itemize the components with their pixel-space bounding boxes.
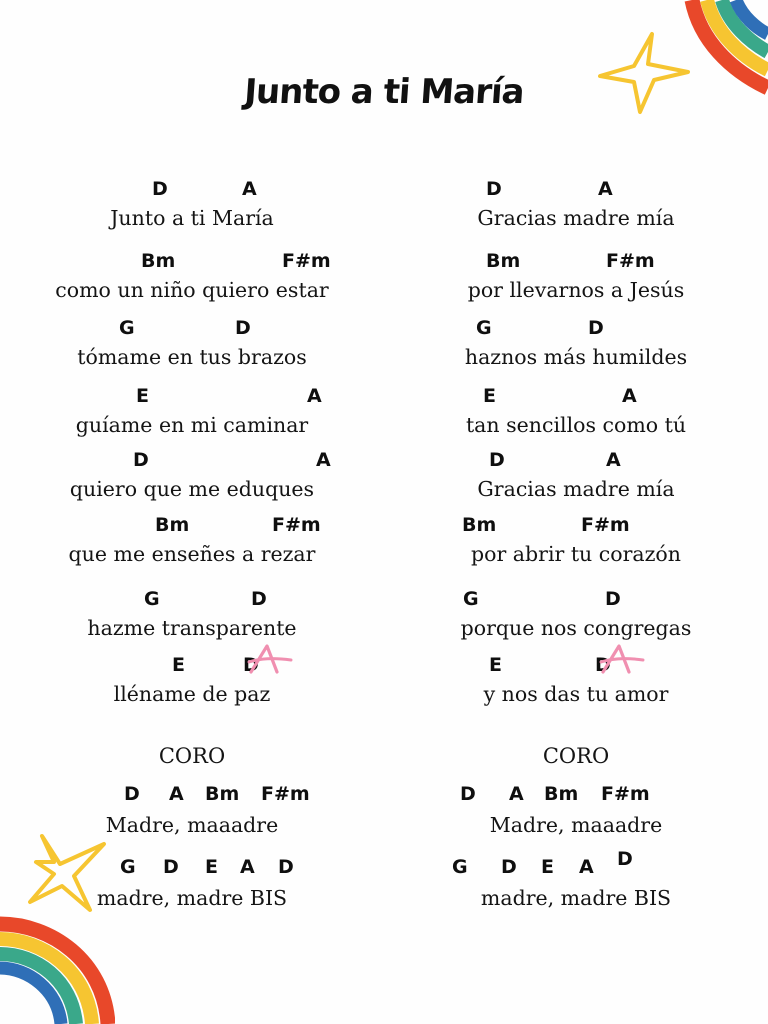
chord-label: A (598, 178, 613, 200)
chord-label: E (541, 856, 554, 878)
chord-label: D (605, 588, 621, 610)
chord-label: D (489, 449, 505, 471)
chord-label: A (622, 385, 637, 407)
chord-label: G (452, 856, 468, 878)
chorus-label: CORO (158, 744, 226, 768)
lyric-line: porque nos congregas (460, 616, 692, 640)
chord-label: D (595, 654, 611, 676)
chord-label: A (307, 385, 322, 407)
chord-label: D (243, 654, 259, 676)
chord-label: D (501, 856, 517, 878)
chord-label: E (172, 654, 185, 676)
chord-label: G (463, 588, 479, 610)
handwritten-correction-mark (599, 642, 645, 678)
chord-label: D (133, 449, 149, 471)
chord-label: Bm (205, 783, 240, 805)
chord-label: Bm (155, 514, 190, 536)
lyric-line: quiero que me eduques (69, 477, 315, 501)
lyric-line: lléname de paz (113, 682, 271, 706)
lyric-line: por llevarnos a Jesús (467, 278, 685, 302)
lyric-line: Madre, maaadre (489, 813, 663, 837)
chord-label: Bm (544, 783, 579, 805)
lyric-line: como un niño quiero estar (55, 278, 329, 302)
chord-label: E (136, 385, 149, 407)
chord-label: A (579, 856, 594, 878)
chord-label: D (251, 588, 267, 610)
chorus-label: CORO (542, 744, 610, 768)
lyric-line: madre, madre BIS (96, 886, 288, 910)
lyric-line: guíame en mi caminar (75, 413, 309, 437)
chord-label: E (205, 856, 218, 878)
chord-label: F#m (606, 250, 655, 272)
lyric-line: Madre, maaadre (105, 813, 279, 837)
lyric-line: haznos más humildes (464, 345, 688, 369)
chord-label: A (316, 449, 331, 471)
chord-label: E (489, 654, 502, 676)
chord-label: G (119, 317, 135, 339)
lyric-line: tómame en tus brazos (77, 345, 307, 369)
lyric-line: que me enseñes a rezar (68, 542, 316, 566)
chord-label: D (588, 317, 604, 339)
chord-label: F#m (581, 514, 630, 536)
chord-label: D (163, 856, 179, 878)
chord-label: F#m (261, 783, 310, 805)
chord-label: A (606, 449, 621, 471)
chord-label: D (278, 856, 294, 878)
chord-label: G (476, 317, 492, 339)
chord-label: A (169, 783, 184, 805)
chord-label: D (152, 178, 168, 200)
chord-label: Bm (486, 250, 521, 272)
lyric-line: Junto a ti María (110, 206, 274, 230)
chord-label: F#m (282, 250, 331, 272)
chord-label: Bm (462, 514, 497, 536)
column-right (384, 0, 768, 1024)
chord-label: D (617, 848, 633, 870)
chord-label: A (509, 783, 524, 805)
lyric-line: y nos das tu amor (483, 682, 669, 706)
chord-label: A (240, 856, 255, 878)
lyric-line: madre, madre BIS (480, 886, 672, 910)
chord-label: E (483, 385, 496, 407)
lyric-line: Gracias madre mía (477, 206, 675, 230)
chord-label: A (242, 178, 257, 200)
chord-label: F#m (272, 514, 321, 536)
chord-label: F#m (601, 783, 650, 805)
chord-label: D (460, 783, 476, 805)
chord-label: D (124, 783, 140, 805)
lyric-line: Gracias madre mía (477, 477, 675, 501)
chord-label: D (235, 317, 251, 339)
page-title: Junto a ti María (243, 72, 525, 112)
chord-label: Bm (141, 250, 176, 272)
handwritten-correction-mark (247, 642, 293, 678)
chord-label: G (144, 588, 160, 610)
chord-label: D (486, 178, 502, 200)
lyric-line: tan sencillos como tú (465, 413, 687, 437)
lyric-line: por abrir tu corazón (471, 542, 681, 566)
chord-label: G (120, 856, 136, 878)
lyric-line: hazme transparente (87, 616, 297, 640)
